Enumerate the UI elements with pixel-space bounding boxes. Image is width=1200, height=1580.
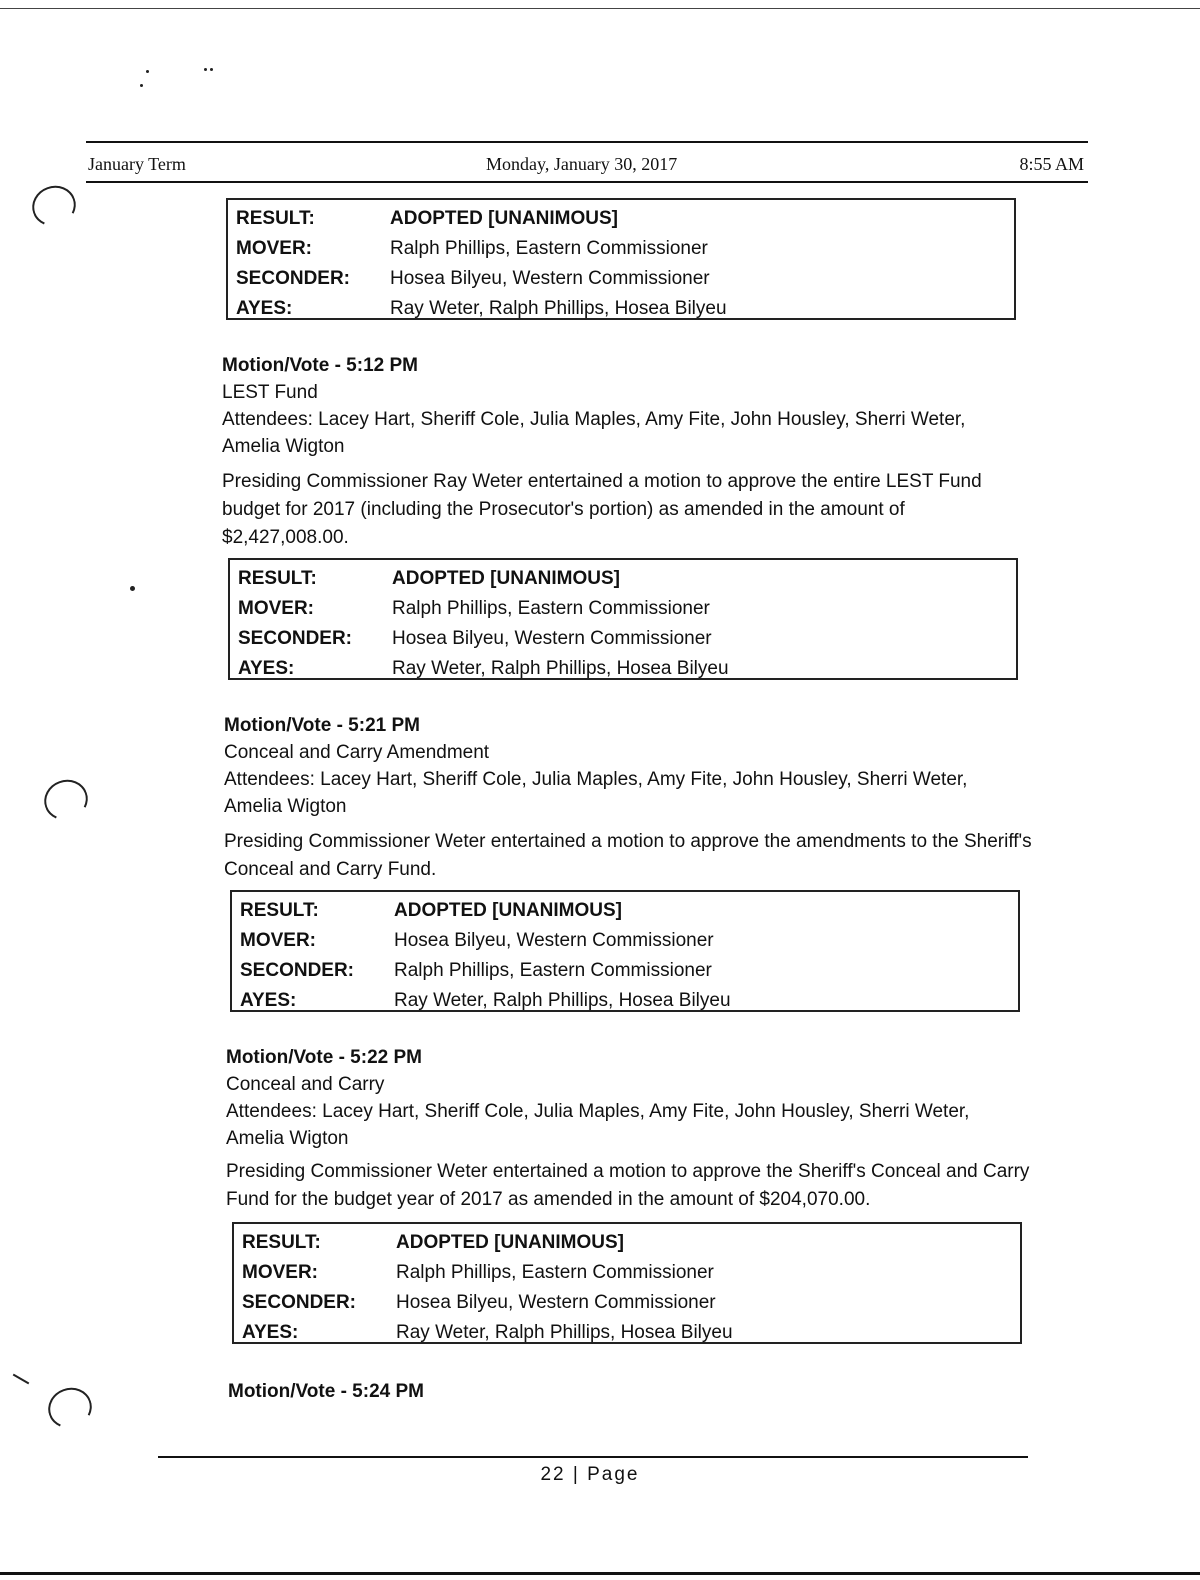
- seconder-value: Hosea Bilyeu, Western Commissioner: [396, 1292, 716, 1313]
- vote-row-seconder: [242, 1288, 1012, 1318]
- motion-title: Motion/Vote - 5:22 PM: [226, 1047, 422, 1068]
- motion-attendees: Attendees: Lacey Hart, Sheriff Cole, Julia Maples, Amy Fite, John Housley, Sherri Weter, Amelia Wigton: [222, 409, 966, 457]
- punch-hole-mark: [42, 1382, 97, 1435]
- header-term: January Term: [88, 154, 186, 174]
- seconder-value: Ralph Phillips, Eastern Commissioner: [394, 960, 712, 981]
- vote-row-ayes: [236, 294, 1006, 324]
- vote-row-result: [240, 896, 1010, 926]
- vote-result-box: [232, 1222, 1022, 1344]
- mover-value: Ralph Phillips, Eastern Commissioner: [390, 238, 708, 259]
- motion-attendees: Attendees: Lacey Hart, Sheriff Cole, Julia Maples, Amy Fite, John Housley, Sherri Weter, Amelia Wigton: [224, 769, 968, 817]
- page-number: 22 | Page: [540, 1464, 640, 1485]
- vote-row-mover: [242, 1258, 1012, 1288]
- vote-row-mover: [238, 594, 1008, 624]
- vote-row-result: [238, 564, 1008, 594]
- motion-subject: LEST Fund: [222, 382, 318, 403]
- vote-row-ayes: [238, 654, 1008, 684]
- scan-speck: [210, 68, 213, 71]
- vote-row-result: [236, 204, 1006, 234]
- header-date: Monday, January 30, 2017: [486, 154, 678, 174]
- seconder-label: SECONDER:: [238, 628, 353, 649]
- ayes-value: Ray Weter, Ralph Phillips, Hosea Bilyeu: [394, 990, 731, 1011]
- vote-result-box: [230, 890, 1020, 1012]
- vote-row-result: [242, 1228, 1012, 1258]
- seconder-value: Hosea Bilyeu, Western Commissioner: [390, 268, 710, 289]
- vote-row-seconder: [240, 956, 1010, 986]
- result-label: RESULT:: [242, 1232, 321, 1253]
- motion-subject: Conceal and Carry: [226, 1074, 385, 1095]
- ayes-value: Ray Weter, Ralph Phillips, Hosea Bilyeu: [396, 1322, 733, 1343]
- ayes-label: AYES:: [238, 658, 295, 679]
- motion-block: [224, 712, 1024, 820]
- header-top-rule: [86, 141, 1088, 143]
- vote-result-box: [228, 558, 1018, 680]
- vote-result-box: [226, 198, 1016, 320]
- motion-title: Motion/Vote - 5:24 PM: [228, 1381, 424, 1402]
- motion-title: Motion/Vote - 5:12 PM: [222, 355, 418, 376]
- mover-label: MOVER:: [240, 930, 316, 951]
- seconder-label: SECONDER:: [242, 1292, 357, 1313]
- result-label: RESULT:: [238, 568, 317, 589]
- scan-edge-bottom: [0, 1572, 1200, 1575]
- motion-description: Presiding Commissioner Ray Weter entertained a motion to approve the entire LEST Fund budget for 2017 (including the Prosecutor's portion) as amended in the amount of $2,427,008.00.: [222, 471, 982, 548]
- scan-speck: [140, 84, 143, 87]
- footer-rule: [158, 1456, 1028, 1458]
- motion-block: [222, 352, 1022, 460]
- scan-speck: [204, 68, 207, 71]
- scan-mark: [13, 1374, 30, 1385]
- punch-hole-mark: [26, 180, 81, 233]
- result-label: RESULT:: [240, 900, 319, 921]
- result-value: ADOPTED [UNANIMOUS]: [390, 208, 618, 229]
- motion-description: Presiding Commissioner Weter entertained a motion to approve the amendments to the Sheriff's Conceal and Carry Fund.: [224, 831, 1032, 880]
- vote-row-mover: [240, 926, 1010, 956]
- motion-block: [228, 1378, 1028, 1405]
- mover-value: Ralph Phillips, Eastern Commissioner: [396, 1262, 714, 1283]
- mover-label: MOVER:: [236, 238, 312, 259]
- ayes-label: AYES:: [242, 1322, 299, 1343]
- seconder-label: SECONDER:: [240, 960, 355, 981]
- mover-label: MOVER:: [238, 598, 314, 619]
- ayes-label: AYES:: [236, 298, 293, 319]
- motion-attendees: Attendees: Lacey Hart, Sheriff Cole, Julia Maples, Amy Fite, John Housley, Sherri Weter, Amelia Wigton: [226, 1101, 970, 1149]
- motion-subject: Conceal and Carry Amendment: [224, 742, 490, 763]
- vote-row-ayes: [242, 1318, 1012, 1348]
- ayes-label: AYES:: [240, 990, 297, 1011]
- motion-block: [226, 1044, 1026, 1152]
- motion-description: Presiding Commissioner Weter entertained a motion to approve the Sheriff's Conceal and Carry Fund for the budget year of 2017 as amended in the amount of $204,070.00.: [226, 1161, 1030, 1210]
- vote-row-seconder: [238, 624, 1008, 654]
- mover-label: MOVER:: [242, 1262, 318, 1283]
- motion-title: Motion/Vote - 5:21 PM: [224, 715, 420, 736]
- mover-value: Hosea Bilyeu, Western Commissioner: [394, 930, 714, 951]
- result-value: ADOPTED [UNANIMOUS]: [394, 900, 622, 921]
- vote-row-ayes: [240, 986, 1010, 1016]
- seconder-value: Hosea Bilyeu, Western Commissioner: [392, 628, 712, 649]
- ayes-value: Ray Weter, Ralph Phillips, Hosea Bilyeu: [390, 298, 727, 319]
- vote-row-seconder: [236, 264, 1006, 294]
- scan-edge-top: [0, 8, 1200, 9]
- punch-hole-mark: [38, 774, 93, 827]
- scan-speck: [146, 70, 149, 73]
- header-time: 8:55 AM: [1019, 154, 1084, 174]
- result-label: RESULT:: [236, 208, 315, 229]
- seconder-label: SECONDER:: [236, 268, 351, 289]
- mover-value: Ralph Phillips, Eastern Commissioner: [392, 598, 710, 619]
- scan-speck: [130, 586, 135, 591]
- result-value: ADOPTED [UNANIMOUS]: [392, 568, 620, 589]
- header-bottom-rule: [86, 181, 1088, 183]
- ayes-value: Ray Weter, Ralph Phillips, Hosea Bilyeu: [392, 658, 729, 679]
- result-value: ADOPTED [UNANIMOUS]: [396, 1232, 624, 1253]
- vote-row-mover: [236, 234, 1006, 264]
